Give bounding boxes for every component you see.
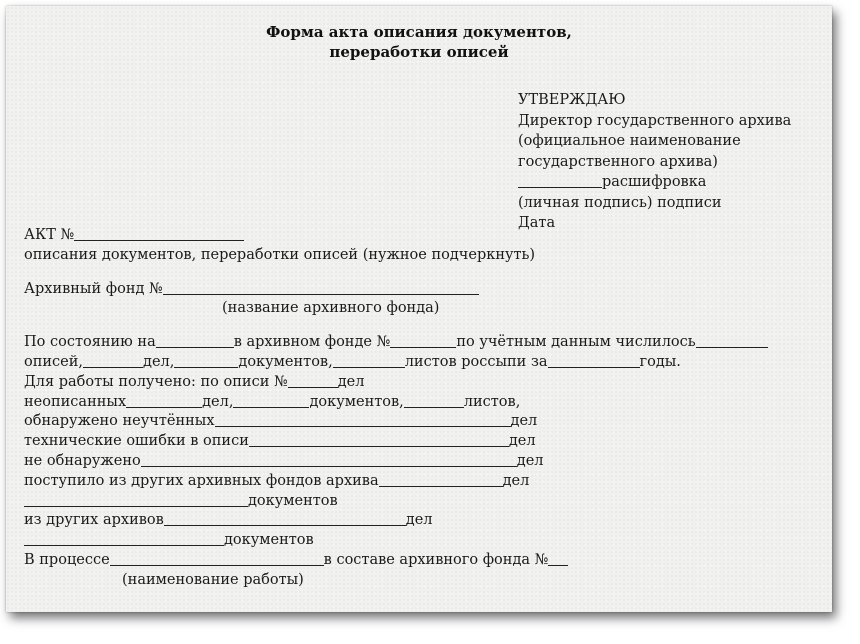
- text: документов,: [309, 393, 404, 410]
- undescribed-docs-blank[interactable]: [233, 393, 309, 408]
- text: дел: [337, 373, 365, 390]
- date-blank[interactable]: [156, 333, 234, 348]
- row-process: [24, 551, 824, 571]
- text: в составе архивного фонда №: [323, 551, 549, 568]
- fund-no-blank[interactable]: [390, 333, 456, 348]
- fund-number-blank[interactable]: [163, 280, 479, 295]
- row-inventories: [24, 353, 824, 373]
- document-sheet: [6, 6, 832, 612]
- form-title-line-2: переработки описей: [329, 43, 509, 61]
- inventories-blank[interactable]: [83, 353, 143, 368]
- form-title: [6, 22, 832, 62]
- row-from-funds-docs: [24, 492, 824, 512]
- text: технические ошибки в описи: [24, 433, 249, 450]
- approval-date: Дата: [518, 215, 556, 231]
- text: по учётным данным числилось: [456, 334, 696, 351]
- undescribed-files-blank[interactable]: [126, 393, 202, 408]
- row-unaccounted: [24, 412, 824, 432]
- text: описей,: [24, 353, 84, 370]
- signature-blank[interactable]: [518, 173, 602, 188]
- text: не обнаружено: [24, 452, 141, 469]
- row-undescribed: [24, 393, 824, 413]
- text: листов,: [463, 393, 521, 410]
- documents-blank[interactable]: [333, 353, 405, 368]
- from-funds-blank[interactable]: [379, 472, 503, 487]
- work-name-hint: (наименование работы): [122, 571, 304, 588]
- text: дел: [508, 433, 536, 450]
- text: листов россыпи за: [404, 353, 548, 370]
- approval-archive-name-hint: (официальное наименование: [518, 133, 741, 149]
- fund-line: [24, 280, 824, 300]
- act-number-label: АКТ №: [24, 227, 75, 243]
- work-name-blank[interactable]: [110, 551, 324, 566]
- text: обнаружено неучтённых: [24, 413, 215, 430]
- decoding-label: расшифровка: [602, 174, 707, 190]
- act-number-blank[interactable]: [74, 226, 244, 241]
- inventory-no-blank[interactable]: [288, 373, 338, 388]
- fund-name-hint: (название архивного фонда): [222, 300, 440, 317]
- approval-signature-line: [518, 172, 791, 193]
- act-subtitle: описания документов, переработки описей (нужное подчеркнуть): [24, 246, 536, 263]
- row-from-archives: [24, 511, 824, 531]
- act-body: [24, 226, 824, 591]
- text: документов,: [238, 353, 333, 370]
- years-blank[interactable]: [548, 353, 640, 368]
- text: дел,: [202, 393, 234, 410]
- from-archives-docs-blank[interactable]: [24, 531, 224, 546]
- from-funds-docs-blank[interactable]: [24, 492, 248, 507]
- act-number-line: [24, 226, 824, 246]
- row-received: [24, 373, 824, 393]
- approval-signature-hint: (личная подпись) подписи: [518, 194, 722, 211]
- approval-block: [518, 90, 791, 234]
- text: дел: [516, 452, 544, 469]
- row-not-found: [24, 452, 824, 472]
- unaccounted-blank[interactable]: [215, 412, 511, 427]
- form-title-line-1: Форма акта описания документов,: [266, 23, 572, 41]
- count-blank[interactable]: [696, 333, 768, 348]
- text: годы.: [639, 353, 681, 370]
- row-errors: [24, 432, 824, 452]
- text: Для работы получено: по описи №: [24, 373, 288, 390]
- text: поступило из других архивных фондов архива: [24, 472, 379, 489]
- text: дел,: [143, 353, 175, 370]
- text: документов: [248, 492, 338, 509]
- fund-label: Архивный фонд №: [24, 280, 163, 297]
- errors-blank[interactable]: [249, 432, 509, 447]
- undescribed-sheets-blank[interactable]: [404, 393, 464, 408]
- text: В процессе: [24, 551, 110, 568]
- text: неописанных: [24, 393, 127, 410]
- row-status: [24, 333, 824, 353]
- text: дел: [405, 512, 433, 529]
- files-blank[interactable]: [174, 353, 238, 368]
- approval-heading: УТВЕРЖДАЮ: [518, 92, 626, 108]
- approval-archive-name-hint-2: государственного архива): [518, 153, 718, 170]
- from-archives-blank[interactable]: [164, 511, 406, 526]
- not-found-blank[interactable]: [141, 452, 517, 467]
- text: из других архивов: [24, 512, 164, 529]
- text: По состоянию на: [24, 334, 156, 351]
- text: дел: [510, 413, 538, 430]
- row-from-funds: [24, 472, 824, 492]
- text: в архивном фонде №: [233, 334, 391, 351]
- approval-director: Директор государственного архива: [518, 112, 792, 129]
- process-fund-blank[interactable]: [548, 551, 568, 566]
- text: дел: [502, 472, 530, 489]
- text: документов: [224, 532, 314, 549]
- row-from-archives-docs: [24, 531, 824, 551]
